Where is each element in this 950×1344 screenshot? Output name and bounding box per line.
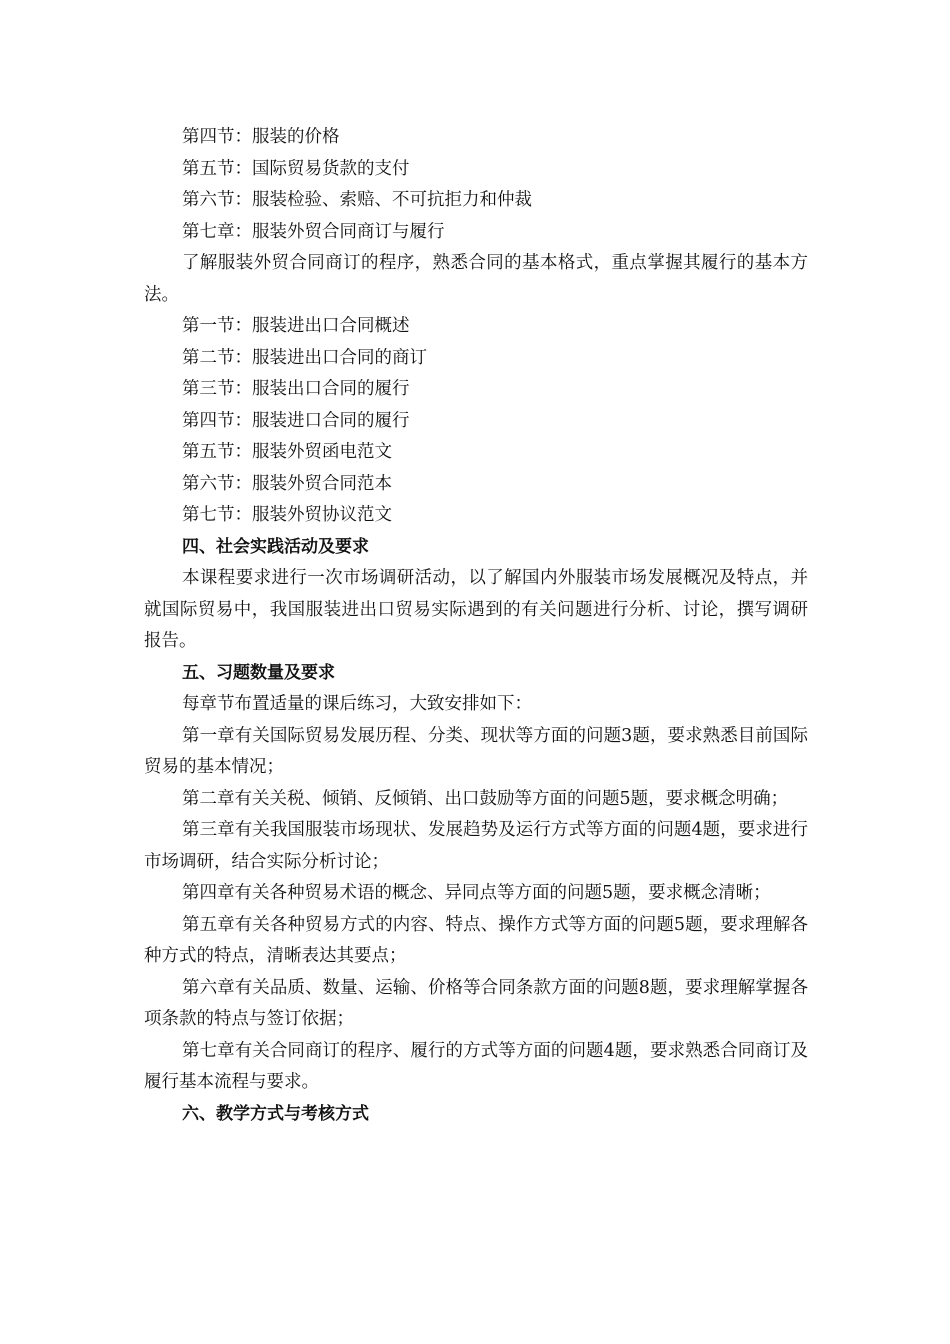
section-line: 第四节：服装进口合同的履行 [182,410,410,431]
section-line: 第四节：服装的价格 [182,127,340,147]
section-line: 第三节：服装出口合同的履行 [182,379,410,399]
section-line: 第七节：服装外贸协议范文 [182,505,392,525]
heading-social-practice: 四、社会实践活动及要求 [182,536,369,557]
exercise-paragraph: 第二章有关关税、倾销、反倾销、出口鼓励等方面的问题5题，要求概念明确； [182,788,789,809]
section-line: 第一节：服装进出口合同概述 [182,316,410,336]
section-line: 第二节：服装进出口合同的商订 [182,347,427,368]
exercise-intro: 每章节布置适量的课后练习，大致安排如下： [182,694,532,714]
section-line: 第六节：服装检验、索赔、不可抗拒力和仲裁 [182,190,532,210]
exercise-paragraph: 第三章有关我国服装市场现状、发展趋势及运行方式等方面的问题4题，要求进行市场调研，结合实际分析讨论； [144,820,808,872]
chapter7-intro-paragraph: 了解服装外贸合同商订的程序，熟悉合同的基本格式，重点掌握其履行的基本方法。 [144,253,808,305]
exercise-paragraph: 第七章有关合同商订的程序、履行的方式等方面的问题4题，要求熟悉合同商订及履行基本流程与要求。 [144,1040,808,1092]
exercise-paragraph: 第一章有关国际贸易发展历程、分类、现状等方面的问题3题，要求熟悉目前国际贸易的基本情况； [144,725,808,777]
chapter-line: 第七章：服装外贸合同商订与履行 [182,221,445,242]
section-line: 第五节：国际贸易货款的支付 [182,158,410,179]
exercise-paragraph: 第五章有关各种贸易方式的内容、特点、操作方式等方面的问题5题，要求理解各种方式的特点，清晰表达其要点； [144,914,808,966]
document-page [144,122,808,1130]
exercise-paragraph: 第六章有关品质、数量、运输、价格等合同条款方面的问题8题，要求理解掌握各项条款的特点与签订依据； [144,977,808,1029]
practice-paragraph: 本课程要求进行一次市场调研活动，以了解国内外服装市场发展概况及特点，并就国际贸易中，我国服装进出口贸易实际遇到的有关问题进行分析、讨论，撰写调研报告。 [144,568,808,651]
heading-exercises: 五、习题数量及要求 [182,662,335,683]
section-line: 第五节：服装外贸函电范文 [182,442,392,462]
exercise-paragraph: 第四章有关各种贸易术语的概念、异同点等方面的问题5题，要求概念清晰； [182,883,771,903]
heading-teaching-assessment: 六、教学方式与考核方式 [182,1103,369,1124]
section-line: 第六节：服装外贸合同范本 [182,473,392,494]
